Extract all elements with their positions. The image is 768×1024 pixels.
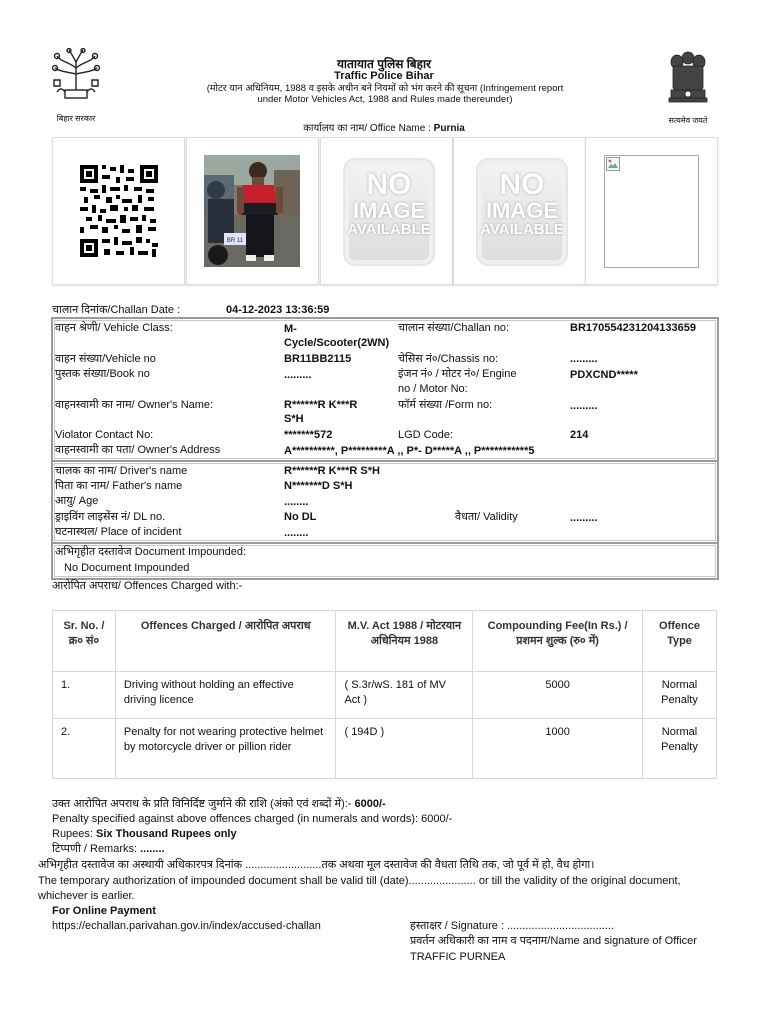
no-image-placeholder-icon: NO IMAGE AVAILABLE [343, 158, 435, 266]
row-act: ( 194D ) [336, 719, 473, 779]
chassis-label: चेसिस नं०/Chassis no: [398, 353, 499, 365]
no-image-box-1 [320, 137, 453, 285]
chassis-value: ......... [570, 353, 598, 365]
officer-label: प्रवर्तन अधिकारी का नाम व पदनाम/Name and signature of Officer [410, 935, 697, 947]
owner-name-line1: R******R K***R [284, 399, 358, 411]
place-label: घटनास्थल/ Place of incident [55, 526, 182, 538]
signature-line: हस्ताक्षर / Signature : ................................... [410, 920, 615, 932]
broken-image-frame [604, 155, 699, 268]
form-no-value: ......... [570, 400, 598, 412]
remarks-line [52, 842, 165, 856]
penalty-hindi-value: 6000/- [354, 798, 386, 810]
header-note [180, 83, 590, 105]
row-type: Normal Penalty [643, 672, 717, 719]
col-fee-header: Compounding Fee(In Rs.) / प्रशमन शुल्क (रु० में) [473, 611, 643, 672]
header-note-line1: (मोटर यान अधिनियम, 1988 व इसके अधीन बने नियमों को भंग करने की सूचना (Infringement report [206, 83, 564, 94]
offences-table-header [53, 611, 717, 672]
form-no-label: फॉर्म संख्या /Form no: [398, 399, 493, 411]
row-fee: 1000 [473, 719, 643, 779]
vehicle-no-value: BR11BB2115 [284, 353, 352, 365]
impound-value: No Document Impounded [64, 562, 190, 574]
rupees-value: Six Thousand Rupees only [96, 828, 237, 840]
broken-image-box [585, 137, 718, 285]
owner-address-value: A**********, P*********A ,, P*- D*****A ,, P***********5 [284, 445, 535, 457]
row-type: Normal Penalty [643, 719, 717, 779]
col-act-header: M.V. Act 1988 / मोटरयान अधिनियम 1988 [336, 611, 473, 672]
row-sr: 2. [53, 719, 116, 779]
engine-label-line2: no / Motor No: [398, 383, 468, 395]
penalty-hindi-label: उक्त आरोपित अपराध के प्रति विनिर्दिष्ट जुर्माने की राशि (अंको एवं शब्दों में):- [52, 798, 355, 810]
row-act: ( S.3r/wS. 181 of MV Act ) [336, 672, 473, 719]
engine-label-line1: इंजन नं० / मोटर नं०/ Engine [398, 368, 517, 380]
validity-value: ......... [570, 512, 598, 524]
penalty-english: Penalty specified against above offences charged (in numerals and words): 6000/- [52, 813, 453, 825]
contact-value: *******572 [284, 429, 333, 441]
ashoka-emblem-icon [665, 48, 711, 110]
place-value: ........ [284, 527, 309, 539]
validity-label: वैधता/ Validity [455, 511, 518, 523]
col-type-header: Offence Type [643, 611, 717, 672]
online-payment-link[interactable]: https://echallan.parivahan.gov.in/index/accused-challan [52, 920, 321, 932]
officer-value: TRAFFIC PURNEA [410, 951, 506, 963]
header-note-line2: under Motor Vehicles Act, 1988 and Rules made thereunder) [257, 94, 513, 105]
driver-name-label: चालक का नाम/ Driver's name [55, 465, 188, 477]
driver-name-value: R******R K***R S*H [284, 465, 380, 477]
qr-code-icon[interactable] [80, 165, 158, 257]
row-offence: Driving without holding an effective driving licence [115, 672, 336, 719]
owner-name-line2: S*H [284, 413, 304, 425]
vehicle-class-label: वाहन श्रेणी/ Vehicle Class: [55, 322, 173, 334]
violator-photo-box [186, 137, 319, 285]
contact-label: Violator Contact No: [55, 429, 154, 441]
age-value: ........ [284, 496, 309, 508]
challan-date-value: 04-12-2023 13:36:59 [226, 304, 330, 316]
dl-no-label: ड्राइविंग लाइसेंस नं/ DL no. [55, 511, 166, 523]
broken-image-icon [606, 157, 620, 171]
father-name-value: N*******D S*H [284, 480, 353, 492]
rupees-line [52, 827, 237, 841]
challan-date-label: चालान दिनांक/Challan Date : [52, 304, 181, 316]
office-name [0, 120, 768, 134]
vehicle-no-label: वाहन संख्या/Vehicle no [55, 353, 156, 365]
office-label: कार्यालय का नाम/ Office Name : [303, 123, 434, 134]
lgd-label: LGD Code: [398, 429, 454, 441]
table-row [53, 719, 717, 779]
remarks-value: ........ [140, 843, 165, 855]
offences-heading: आरोपित अपराध/ Offences Charged with:- [52, 580, 243, 592]
header-title-hindi: यातायात पुलिस बिहार [336, 57, 432, 71]
emblem-caption: सत्यमेव जयते [668, 116, 708, 125]
violator-photo[interactable] [204, 155, 300, 267]
col-sr-header: Sr. No. / क्र० सं० [53, 611, 116, 672]
penalty-hindi [52, 797, 386, 811]
table-row [53, 672, 717, 719]
row-sr: 1. [53, 672, 116, 719]
no-image-box-2 [453, 137, 586, 285]
row-fee: 5000 [473, 672, 643, 719]
impound-label: अभिगृहीत दस्तावेज Document Impounded: [55, 546, 247, 558]
qr-code-box [52, 137, 185, 285]
book-no-value: ......... [284, 369, 312, 381]
challan-no-label: चालान संख्या/Challan no: [398, 322, 510, 334]
header-title-english: Traffic Police Bihar [334, 70, 434, 82]
engine-value: PDXCND***** [570, 369, 638, 381]
lgd-value: 214 [570, 429, 589, 441]
bihar-govt-caption: बिहार सरकार [56, 114, 96, 123]
row-offence: Penalty for not wearing protective helmet by motorcycle driver or pillion rider [115, 719, 336, 779]
temp-auth-en-line2: whichever is earlier. [38, 890, 135, 902]
online-payment-label: For Online Payment [52, 905, 156, 917]
temp-auth-en-line1: The temporary authorization of impounded document shall be valid till (date)...................... or till the validity of the original document, [38, 875, 681, 887]
age-label: आयु/ Age [55, 495, 99, 507]
evidence-image-row [52, 137, 717, 285]
temp-auth-hindi: अभिगृहीत दस्तावेज का अस्थायी अधिकारपत्र दिनांक .........................तक अथवा मूल दस्तावेज की वैधता तिथि तक, जो पूर्व में हो, वैध होगा। [38, 859, 595, 871]
vehicle-class-line1: M- [284, 323, 297, 335]
owner-name-label: वाहनस्वामी का नाम/ Owner's Name: [55, 399, 214, 411]
book-no-label: पुस्तक संख्या/Book no [55, 368, 150, 380]
national-emblem-logo [663, 48, 713, 126]
office-value: Purnia [433, 123, 465, 134]
col-offence-header: Offences Charged / आरोपित अपराध [115, 611, 336, 672]
photo-plate-text: BR 11 [226, 238, 244, 244]
owner-address-label: वाहनस्वामी का पता/ Owner's Address [55, 444, 221, 456]
challan-no-value: BR170554231204133659 [570, 322, 697, 334]
no-image-placeholder-icon: NO IMAGE AVAILABLE [476, 158, 568, 266]
dl-no-value: No DL [284, 511, 317, 523]
rupees-label: Rupees: [52, 828, 97, 840]
offences-table [52, 610, 717, 779]
vehicle-class-line2: Cycle/Scooter(2WN) [284, 337, 390, 349]
father-name-label: पिता का नाम/ Father's name [55, 480, 183, 492]
remarks-label: टिप्पणी / Remarks: [52, 843, 141, 855]
